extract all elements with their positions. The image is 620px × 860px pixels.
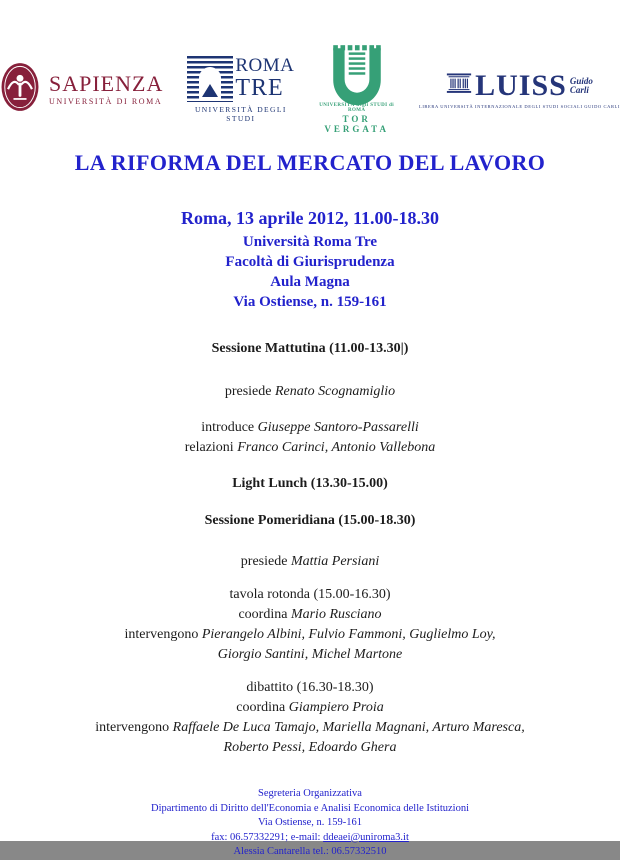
relazioni-names: Franco Carinci, Antonio Vallebona [237,440,436,455]
event-venue-block [0,232,620,312]
intervengono-label: intervengono [95,720,170,735]
university-logos-row [0,0,620,134]
venue-address: Via Ostiense, n. 159-161 [233,294,387,310]
coordina-label: coordina [238,607,288,622]
venue-hall: Aula Magna [270,274,350,290]
sapienza-subtitle: UNIVERSITÀ DI ROMA [49,96,163,106]
preside-name: Mattia Persiani [290,554,380,569]
venue-university: Università Roma Tre [242,234,378,250]
roundtable-speakers-line1 [0,625,620,645]
roundtable-block [0,585,620,665]
coordina-label: coordina [236,700,286,715]
lunch-title: Light Lunch (13.30-15.00) [232,476,388,491]
event-dateline: Roma, 13 aprile 2012, 11.00-18.30 [181,208,439,228]
introduce-label: introduce [201,420,255,435]
preside-label: presiede [224,384,272,399]
debate-block [0,678,620,758]
footer-fax-email-line [0,831,620,846]
luiss-script-line2: Carli [569,84,589,95]
morning-preside-line [0,382,620,402]
debate-speakers-line2: Roberto Pessi, Edoardo Ghera [223,740,397,755]
preside-name: Renato Scognamiglio [275,384,396,399]
torvergata-tower-icon [326,45,388,102]
footer-address: Via Ostiense, n. 159-161 [257,817,363,828]
coordina-name: Mario Rusciano [290,607,382,622]
morning-introduce-block [0,418,620,458]
intervengono-label: intervengono [124,627,199,642]
romatre-logo [187,56,294,123]
preside-label: presiede [240,554,288,569]
debate-coordina-line [0,698,620,718]
luiss-columns-icon [446,69,472,102]
afternoon-session-title: Sessione Pomeridiana (15.00-18.30) [204,513,416,528]
intervengono-names: Raffaele De Luca Tamajo, Mariella Magnani, Arturo Maresca, [172,720,525,735]
sapienza-logo [0,62,163,117]
sapienza-wordmark: SAPIENZA [49,70,164,96]
intervengono-names: Pierangelo Albini, Fulvio Fammoni, Guglielmo Loy, [201,627,496,642]
roundtable-coordina-line [0,605,620,625]
footer-fax-label: fax: 06.57332291; e-mail: [211,831,321,843]
footer-email-link[interactable]: ddeaei@uniroma3.it [323,831,409,843]
debate-speakers-line1 [0,718,620,738]
relazioni-label: relazioni [184,440,234,455]
romatre-arch-icon [187,56,233,102]
torvergata-logo [318,45,395,134]
footer-secretariat: Segreteria Organizzativa [258,788,362,799]
afternoon-preside-line [0,552,620,572]
romatre-wordmark-line2: TRE [235,74,284,101]
morning-session-title: Sessione Mattutina (11.00-13.30|) [211,341,409,356]
sapienza-seal-icon [0,62,40,117]
torvergata-subtitle: UNIVERSITÀ degli STUDI di ROMA [319,102,395,113]
roundtable-speakers-line2: Giorgio Santini, Michel Martone [217,647,403,662]
relazioni-line [0,438,620,458]
romatre-subtitle: UNIVERSITÀ DEGLI STUDI [194,104,287,123]
romatre-wordmark-line1: ROMA [235,54,295,76]
roundtable-title: tavola rotonda (15.00-16.30) [229,587,391,602]
introduce-name: Giuseppe Santoro-Passarelli [257,420,419,435]
luiss-wordmark: LUISS [475,68,567,102]
venue-faculty: Facoltà di Giurisprudenza [225,254,395,270]
luiss-script-line1: Guido [569,75,593,86]
footer-phone: Alessia Cantarella tel.: 06.57332510 [233,846,387,857]
luiss-subtitle: LIBERA UNIVERSITÀ INTERNAZIONALE DEGLI STUDI SOCIALI GUIDO CARLI [418,104,620,109]
luiss-logo [419,69,620,109]
introduce-line [0,418,620,438]
torvergata-wordmark: TOR VERGATA [324,113,389,134]
footer-contact-block [0,787,620,860]
debate-title: dibattito (16.30-18.30) [246,680,374,695]
page-title: LA RIFORMA DEL MERCATO DEL LAVORO [74,150,546,175]
coordina-name: Giampiero Proia [288,700,384,715]
footer-department: Dipartimento di Diritto dell'Economia e Analisi Economica delle Istituzioni [151,802,469,814]
